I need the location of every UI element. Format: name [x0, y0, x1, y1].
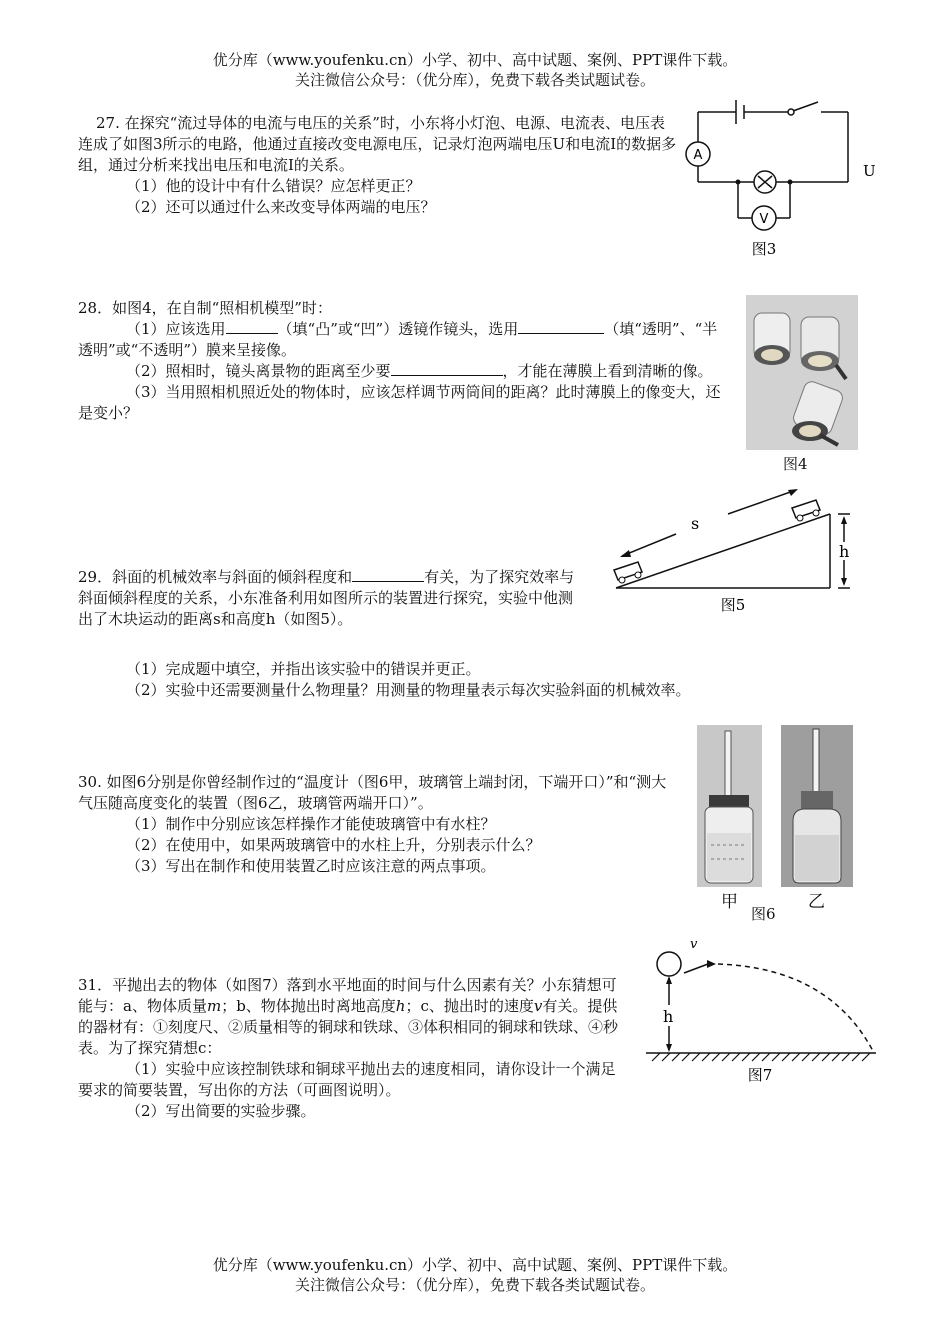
q28-blank-2[interactable] — [518, 319, 604, 334]
figure-6-jar-b — [781, 725, 853, 887]
header-line-1: 优分库（www.youfenku.cn）小学、初中、高中试题、案例、PPT课件下载。 — [212, 51, 738, 69]
voltmeter-label: V — [759, 212, 769, 227]
q30-sub-2: （2）在使用中，如果两玻璃管中的水柱上升，分别表示什么？ — [126, 836, 541, 854]
figure-5-h-label: h — [839, 542, 850, 561]
figure-6-label-b: 乙 — [808, 892, 825, 912]
q30-sub-3: （3）写出在制作和使用装置乙时应该注意的两点事项。 — [126, 857, 496, 875]
camera-model-illustration — [746, 295, 858, 450]
figure-6-caption: 图6 — [751, 905, 776, 923]
q30-stem: 30. 如图6分别是你曾经制作过的“温度计（图6甲，玻璃管上端封闭，下端开口）”和“测大气压随高度变化的装置（图6乙，玻璃管两端开口）”。 — [78, 773, 667, 812]
q28-sub-3: （3）当用照相机照近处的物体时，应该怎样调节两筒间的距离？此时薄膜上的像变大，还是变小？ — [78, 383, 721, 422]
figure-7-caption: 图7 — [747, 1066, 773, 1084]
q31-stem: 31．平抛出去的物体（如图7）落到水平地面的时间与什么因素有关？小东猜想可能与：a、物体质量m；b、物体抛出时离地高度h；c、抛出时的速度v有关。提供的器材有：①刻度尺、②质量相等的铜球和铁球、③体积相同的铜球和铁球、④秒表。为了探究猜想c： — [78, 976, 619, 1057]
q29-sub-1: （1）完成题中填空，并指出该实验中的错误并更正。 — [126, 660, 481, 678]
figure-5-incline — [598, 472, 860, 617]
figure-5-s-label: s — [691, 514, 700, 533]
q28-sub-2: （2）照相时，镜头离景物的距离至少要 ，才能在薄膜上看到清晰的像。 — [126, 362, 713, 380]
figure-7-h-label: h — [663, 1007, 674, 1026]
footer-line-1: 优分库（www.youfenku.cn）小学、初中、高中试题、案例、PPT课件下载。 — [212, 1256, 738, 1274]
question-28 — [78, 298, 728, 424]
figure-7-projectile — [640, 930, 885, 1090]
footer-line-2: 关注微信公众号：（优分库），免费下载各类试题试卷。 — [294, 1276, 655, 1294]
figure-4-photo — [746, 295, 858, 450]
thermometer-jar-illustration — [697, 725, 762, 887]
question-27 — [78, 113, 678, 218]
question-31 — [78, 975, 623, 1122]
figure-6-jar-a — [697, 725, 762, 887]
question-29 — [78, 567, 578, 630]
question-30 — [78, 772, 678, 877]
q27-stem: 27. 在探究“流过导体的电流与电压的关系”时，小东将小灯泡、电源、电流表、电压表连成了如图3所示的电路，他通过直接改变电源电压，记录灯泡两端电压U和电流I的数据多组，通过分析来找出电压和电流I的关系。 — [78, 114, 677, 174]
question-29-subs — [78, 659, 858, 701]
q28-blank-3[interactable] — [391, 361, 503, 376]
q28-sub-1: （1）应该选用 （填“凸”或“凹”）透镜作镜头，选用 （填“透明”、“半透明”或“不透明”）膜来呈接像。 — [78, 320, 718, 359]
figure-5-caption: 图5 — [720, 596, 746, 614]
figure-3-u-label: U — [863, 162, 876, 180]
figure-3-caption: 图3 — [751, 240, 777, 258]
switch-contact — [788, 109, 794, 115]
ammeter-label: A — [693, 148, 703, 163]
figure-3-circuit — [678, 92, 878, 262]
q27-sub-1: （1）他的设计中有什么错误？应怎样更正？ — [126, 177, 421, 195]
q27-sub-2: （2）还可以通过什么来改变导体两端的电压？ — [126, 198, 436, 216]
q28-blank-1[interactable] — [226, 319, 278, 334]
q30-sub-1: （1）制作中分别应该怎样操作才能使玻璃管中有水柱？ — [126, 815, 496, 833]
figure-6-label-a: 甲 — [721, 892, 738, 912]
q29-stem: 29．斜面的机械效率与斜面的倾斜程度和 有关，为了探究效率与斜面倾斜程度的关系，小东准备利用如图所示的装置进行探究，实验中他测出了木块运动的距离s和高度h（如图5）。 — [78, 568, 575, 628]
q31-sub-1: （1）实验中应该控制铁球和铜球平抛出去的速度相同，请你设计一个满足要求的简要装置，写出你的方法（可画图说明）。 — [78, 1060, 616, 1099]
ball — [657, 952, 681, 976]
block-top — [792, 500, 820, 521]
figure-4-caption: 图4 — [783, 455, 808, 473]
q28-stem: 28．如图4，在自制“照相机模型”时： — [78, 299, 332, 317]
figure-7-v-label: v — [690, 937, 698, 952]
q29-sub-2: （2）实验中还需要测量什么物理量？用测量的物理量表示每次实验斜面的机械效率。 — [126, 681, 691, 699]
pressure-jar-illustration — [781, 725, 853, 887]
header-line-2: 关注微信公众号：（优分库），免费下载各类试题试卷。 — [294, 71, 655, 89]
q29-blank[interactable] — [352, 567, 424, 582]
q31-sub-2: （2）写出简要的实验步骤。 — [126, 1102, 316, 1120]
